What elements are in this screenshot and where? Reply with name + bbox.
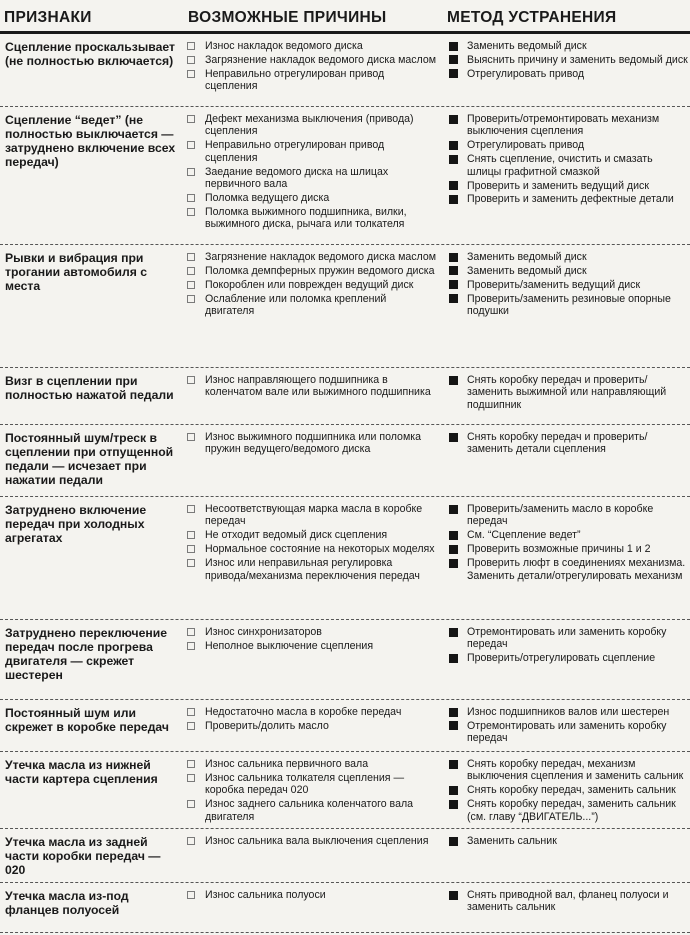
cause-item (186, 798, 436, 823)
cause-item (186, 889, 436, 901)
remedy-text: Проверить/заменить резиновые опорные подушки (467, 292, 671, 318)
remedy-text: Снять коробку передач, заменить сальник (см. главу “ДВИГАТЕЛЬ...”) (467, 798, 676, 823)
cause-text: Не отходит ведомый диск сцепления (205, 529, 388, 542)
symptom-text: Сцепление “ведет” (не полностью выключается — затруднено включение всех передач) (5, 113, 176, 169)
empty-checkbox-icon (187, 376, 195, 384)
cause-item (186, 54, 436, 66)
filled-square-icon (449, 433, 458, 442)
cause-text: Покороблен или поврежден ведущий диск (205, 278, 414, 291)
remedy-item (448, 758, 688, 783)
remedy-text: Проверить и заменить дефектные детали (467, 193, 674, 206)
remedy-text: Проверить/заменить масло в коробке передач (467, 503, 654, 528)
cause-item (186, 40, 436, 52)
remedies-list (448, 374, 688, 413)
remedy-text: Снять коробку передач и проверить/заменить выжимной или направляющий подшипник (467, 374, 667, 411)
empty-checkbox-icon (187, 267, 195, 275)
causes-list (186, 626, 436, 654)
remedy-item (448, 835, 688, 847)
empty-checkbox-icon (187, 141, 195, 149)
empty-checkbox-icon (187, 531, 195, 539)
remedy-item (448, 626, 688, 651)
remedy-text: Отрегулировать привод (467, 139, 585, 152)
remedy-text: Заменить ведомый диск (467, 251, 587, 263)
cause-item (186, 68, 436, 93)
remedy-text: Заменить сальник (467, 835, 557, 847)
table-row (0, 883, 690, 933)
cause-text: Загрязнение накладок ведомого диска маслом (205, 53, 437, 66)
remedies-list (448, 40, 688, 82)
remedy-text: Проверить/отрегулировать сцепление (467, 652, 656, 665)
remedies-list (448, 113, 688, 207)
empty-checkbox-icon (187, 194, 195, 202)
empty-checkbox-icon (187, 208, 195, 216)
symptom-text: Утечка масла из нижней части картера сцепления (5, 758, 158, 786)
remedy-text: Снять сцепление, очистить и смазать шлицы графитной смазкой (467, 153, 653, 178)
cause-text: Неправильно отрегулирован привод сцепления (205, 67, 385, 93)
symptom-text: Визг в сцеплении при полностью нажатой педали (5, 374, 174, 402)
cause-text: Износ сальника первичного вала (205, 758, 369, 770)
cause-text: Износ заднего сальника коленчатого вала двигателя (205, 798, 414, 823)
filled-square-icon (449, 376, 458, 385)
filled-square-icon (449, 891, 458, 900)
filled-square-icon (449, 266, 458, 275)
row-divider (0, 932, 690, 933)
empty-checkbox-icon (187, 295, 195, 303)
table-header (0, 5, 690, 31)
cause-item (186, 706, 436, 718)
remedy-item (448, 543, 688, 555)
cause-item (186, 192, 436, 204)
table-row (0, 107, 690, 245)
table-row (0, 829, 690, 883)
causes-list (186, 251, 436, 319)
cause-item (186, 166, 436, 191)
filled-square-icon (449, 280, 458, 289)
filled-square-icon (449, 181, 458, 190)
causes-list (186, 835, 436, 849)
cause-text: Неправильно отрегулирован привод сцепления (205, 139, 385, 164)
cause-text: Несоответствующая марка масла в коробке передач (205, 503, 423, 528)
remedy-item (448, 720, 688, 745)
filled-square-icon (449, 760, 458, 769)
filled-square-icon (449, 294, 458, 303)
symptom-text: Затруднено переключение передач после прогрева двигателя — скрежет шестерен (5, 626, 167, 682)
remedy-item (448, 706, 688, 718)
cause-text: Проверить/долить масло (205, 719, 329, 732)
cause-item (186, 503, 436, 528)
remedy-text: Проверить люфт в соединениях механизма. Заменить детали/отрегулировать механизм (467, 557, 686, 582)
remedy-item (448, 251, 688, 263)
empty-checkbox-icon (187, 642, 195, 650)
empty-checkbox-icon (187, 559, 195, 567)
remedy-item (448, 40, 688, 52)
cause-item (186, 374, 436, 399)
empty-checkbox-icon (187, 42, 195, 50)
remedy-item (448, 557, 688, 582)
filled-square-icon (449, 195, 458, 204)
empty-checkbox-icon (187, 722, 195, 730)
empty-checkbox-icon (187, 545, 195, 553)
filled-square-icon (449, 55, 458, 64)
cause-item (186, 251, 436, 263)
remedy-item (448, 652, 688, 664)
cause-item (186, 835, 436, 847)
cause-item (186, 720, 436, 732)
empty-checkbox-icon (187, 281, 195, 289)
remedy-text: Проверить/отремонтировать механизм выключения сцепления (467, 113, 660, 138)
empty-checkbox-icon (187, 760, 195, 768)
table-row (0, 34, 690, 107)
causes-list (186, 374, 436, 400)
empty-checkbox-icon (187, 253, 195, 261)
remedy-item (448, 68, 688, 80)
symptom-text: Сцепление проскальзывает (не полностью включается) (5, 40, 175, 68)
empty-checkbox-icon (187, 56, 195, 64)
causes-list (186, 113, 436, 232)
cause-text: Поломка выжимного подшипника, вилки, выжимного диска, рычага или толкателя (205, 205, 407, 231)
cause-item (186, 265, 436, 277)
table-row (0, 497, 690, 620)
remedies-list (448, 626, 688, 666)
cause-item (186, 543, 436, 555)
symptom-text: Утечка масла из-под фланцев полуосей (5, 889, 129, 917)
cause-text: Износ накладок ведомого диска (205, 40, 363, 52)
cause-item (186, 279, 436, 291)
symptom-text: Утечка масла из задней части коробки передач — 020 (5, 835, 161, 877)
causes-list (186, 706, 436, 734)
cause-item (186, 529, 436, 541)
remedy-item (448, 139, 688, 151)
empty-checkbox-icon (187, 891, 195, 899)
cause-text: Износ сальника толкателя сцепления — коробка передач 020 (205, 771, 405, 797)
causes-list (186, 40, 436, 94)
remedy-text: Проверить/заменить ведущий диск (467, 278, 641, 291)
filled-square-icon (449, 545, 458, 554)
filled-square-icon (449, 115, 458, 124)
header-symptoms: ПРИЗНАКИ (4, 9, 92, 26)
table-row (0, 620, 690, 700)
remedies-list (448, 503, 688, 583)
filled-square-icon (449, 708, 458, 717)
cause-text: Ослабление или поломка креплений двигателя (205, 292, 387, 318)
remedy-text: Отремонтировать или заменить коробку передач (467, 719, 667, 745)
causes-list (186, 431, 436, 457)
remedy-text: Проверить и заменить ведущий диск (467, 179, 649, 192)
remedy-text: Выяснить причину и заменить ведомый диск (467, 53, 688, 66)
cause-text: Поломка ведущего диска (205, 191, 330, 204)
cause-text: Загрязнение накладок ведомого диска маслом (205, 251, 437, 263)
remedies-list (448, 706, 688, 746)
remedy-item (448, 54, 688, 66)
cause-text: Неполное выключение сцепления (205, 639, 374, 652)
remedy-item (448, 889, 688, 914)
cause-text: Износ выжимного подшипника или поломка пружин ведущего/ведомого диска (205, 431, 421, 456)
cause-text: Износ сальника полуоси (205, 889, 326, 901)
remedies-list (448, 251, 688, 319)
table-row (0, 368, 690, 425)
remedy-item (448, 503, 688, 528)
filled-square-icon (449, 42, 458, 51)
cause-item (186, 139, 436, 164)
symptom-text: Постоянный шум или скрежет в коробке передач (5, 706, 169, 734)
remedy-item (448, 798, 688, 823)
remedy-item (448, 113, 688, 138)
cause-text: Дефект механизма выключения (привода) сцепления (205, 113, 414, 138)
symptom-text: Постоянный шум/треск в сцеплении при отпущенной педали — исчезает при нажатии педали (5, 431, 174, 487)
remedies-list (448, 835, 688, 849)
symptom-text: Затруднено включение передач при холодных агрегатах (5, 503, 147, 545)
empty-checkbox-icon (187, 433, 195, 441)
cause-item (186, 557, 436, 582)
remedy-text: Снять приводной вал, фланец полуоси и заменить сальник (467, 889, 669, 914)
remedy-item (448, 529, 688, 541)
remedy-text: См. “Сцепление ведет” (467, 529, 581, 542)
cause-text: Износ сальника вала выключения сцепления (205, 835, 429, 847)
remedy-item (448, 180, 688, 192)
empty-checkbox-icon (187, 168, 195, 176)
cause-item (186, 772, 436, 797)
cause-text: Износ или неправильная регулировка привода/механизма переключения передач (205, 557, 420, 582)
empty-checkbox-icon (187, 774, 195, 782)
cause-item (186, 431, 436, 456)
cause-text: Поломка демпферных пружин ведомого диска (205, 264, 435, 277)
remedy-item (448, 279, 688, 291)
remedy-item (448, 374, 688, 411)
filled-square-icon (449, 253, 458, 262)
cause-text: Заедание ведомого диска на шлицах первичного вала (205, 165, 389, 191)
remedies-list (448, 889, 688, 915)
filled-square-icon (449, 800, 458, 809)
table-row (0, 245, 690, 368)
causes-list (186, 889, 436, 903)
remedy-text: Отрегулировать привод (467, 67, 585, 80)
remedy-item (448, 193, 688, 205)
cause-item (186, 758, 436, 770)
remedy-item (448, 431, 688, 456)
cause-item (186, 206, 436, 231)
cause-text: Износ направляющего подшипника в коленчатом вале или выжимного подшипника (205, 374, 431, 399)
cause-item (186, 293, 436, 318)
cause-item (186, 626, 436, 638)
causes-list (186, 503, 436, 583)
remedy-text: Снять коробку передач и проверить/заменить детали сцепления (467, 431, 648, 456)
empty-checkbox-icon (187, 708, 195, 716)
causes-list (186, 758, 436, 825)
filled-square-icon (449, 654, 458, 663)
remedy-text: Износ подшипников валов или шестерен (467, 706, 670, 718)
cause-item (186, 113, 436, 138)
header-causes: ВОЗМОЖНЫЕ ПРИЧИНЫ (188, 9, 387, 26)
table-row (0, 425, 690, 497)
filled-square-icon (449, 628, 458, 637)
remedy-text: Заменить ведомый диск (467, 264, 587, 277)
empty-checkbox-icon (187, 628, 195, 636)
empty-checkbox-icon (187, 115, 195, 123)
filled-square-icon (449, 505, 458, 514)
remedy-item (448, 784, 688, 796)
empty-checkbox-icon (187, 70, 195, 78)
filled-square-icon (449, 786, 458, 795)
filled-square-icon (449, 155, 458, 164)
cause-text: Нормальное состояние на некоторых моделях (205, 543, 435, 556)
header-remedies: МЕТОД УСТРАНЕНИЯ (447, 9, 617, 26)
filled-square-icon (449, 69, 458, 78)
symptom-text: Рывки и вибрация при трогании автомобиля с места (5, 251, 147, 293)
remedy-text: Снять коробку передач, механизм выключения сцепления и заменить сальник (467, 758, 684, 783)
table-row (0, 752, 690, 829)
remedy-text: Заменить ведомый диск (467, 40, 587, 52)
empty-checkbox-icon (187, 505, 195, 513)
remedy-item (448, 153, 688, 178)
remedy-text: Снять коробку передач, заменить сальник (467, 784, 676, 797)
remedy-item (448, 265, 688, 277)
filled-square-icon (449, 559, 458, 568)
cause-item (186, 640, 436, 652)
cause-text: Износ синхронизаторов (205, 626, 322, 638)
remedy-text: Отремонтировать или заменить коробку передач (467, 626, 667, 651)
empty-checkbox-icon (187, 837, 195, 845)
filled-square-icon (449, 141, 458, 150)
filled-square-icon (449, 837, 458, 846)
remedies-list (448, 431, 688, 457)
table-row (0, 700, 690, 752)
filled-square-icon (449, 721, 458, 730)
cause-text: Недостаточно масла в коробке передач (205, 706, 402, 718)
filled-square-icon (449, 531, 458, 540)
remedy-text: Проверить возможные причины 1 и 2 (467, 543, 651, 556)
empty-checkbox-icon (187, 800, 195, 808)
remedy-item (448, 293, 688, 318)
remedies-list (448, 758, 688, 825)
